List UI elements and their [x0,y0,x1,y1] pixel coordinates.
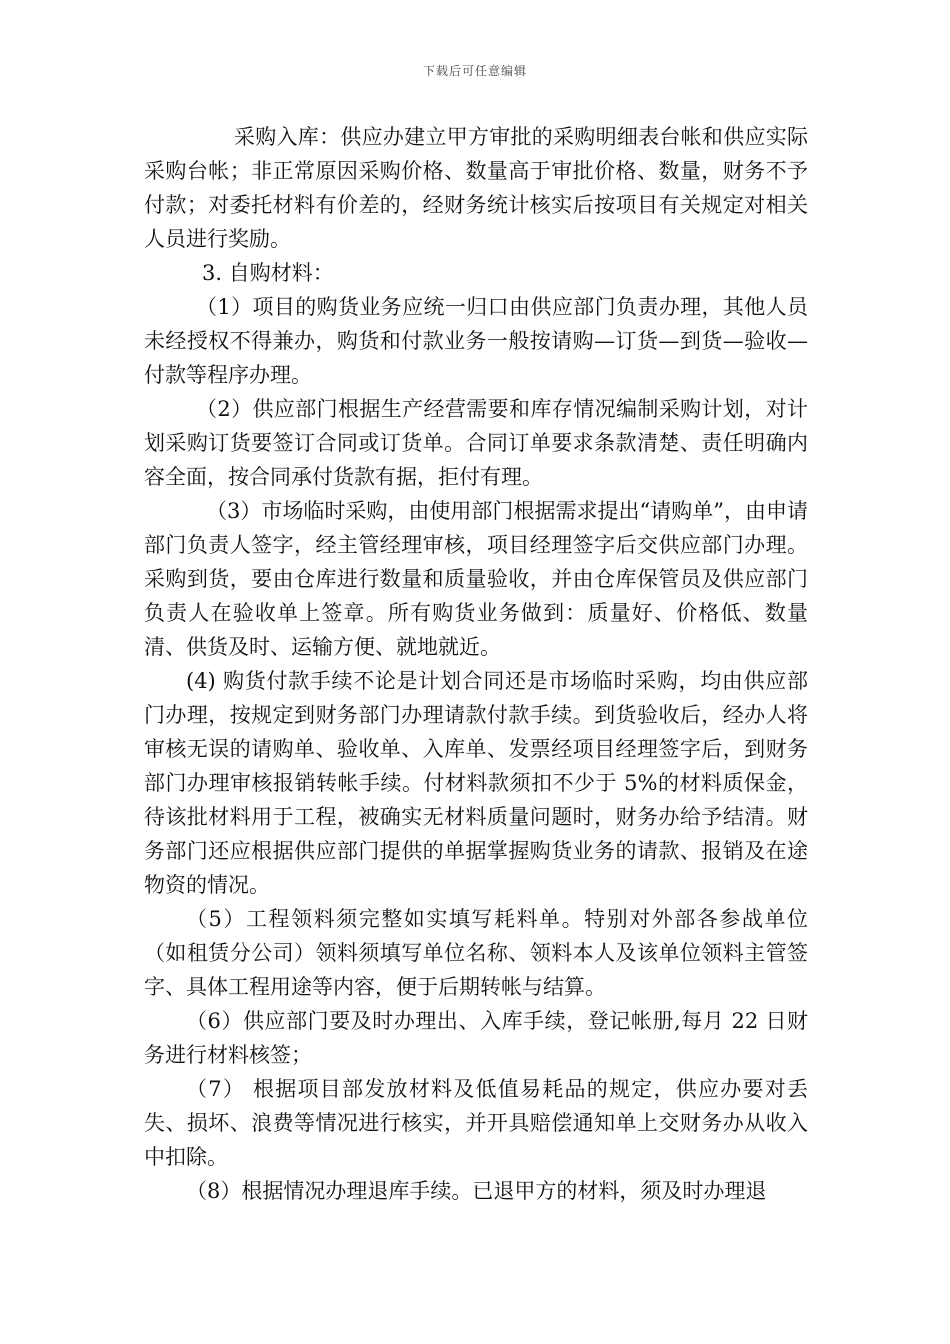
page-header: 下载后可任意编辑 [422,64,527,78]
paragraph-item-2: （2）供应部门根据生产经营需要和库存情况编制采购计划，对计划采购订货要签订合同或订货单。合同订单要求条款清楚、责任明确内容全面，按合同承付货款有据，拒付有理。 [144,397,808,489]
paragraph-item-1: （1）项目的购货业务应统一归口由供应部门负责办理，其他人员未经授权不得兼办，购货和付款业务一般按请购—订货—到货—验收—付款等程序办理。 [144,295,808,387]
section-heading-self-purchase: 3. 自购材料： [202,261,334,285]
paragraph-item-7: （7） 根据项目部发放材料及低值易耗品的规定，供应办要对丢失、损坏、浪费等情况进行核实，并开具赔偿通知单上交财务办从收入中扣除。 [144,1077,808,1169]
paragraph-item-5: （5）工程领料须完整如实填写耗料单。特别对外部各参战单位（如租赁分公司）领料须填写单位名称、领料本人及该单位领料主管签字、具体工程用途等内容，便于后期转帐与结算。 [144,907,808,999]
document-body [144,120,808,1208]
paragraph-item-6: （6）供应部门要及时办理出、入库手续，登记帐册,每月 22 日财务进行材料核签； [144,1009,808,1067]
paragraph-procurement-storage: 采购入库：供应办建立甲方审批的采购明细表台帐和供应实际采购台帐；非正常原因采购价格、数量高于审批价格、数量，财务不予付款；对委托材料有价差的，经财务统计核实后按项目有关规定对相关人员进行奖励。 [144,125,808,251]
paragraph-item-8: （8）根据情况办理退库手续。已退甲方的材料，须及时办理退 [186,1179,767,1203]
paragraph-item-3: （3）市场临时采购，由使用部门根据需求提出“请购单”，由申请部门负责人签字，经主管经理审核，项目经理签字后交供应部门办理。采购到货，要由仓库进行数量和质量验收，并由仓库保管员及供应部门负责人在验收单上签章。所有购货业务做到：质量好、价格低、数量清、供货及时、运输方便、就地就近。 [144,499,808,659]
paragraph-item-4: (4) 购货付款手续不论是计划合同还是市场临时采购，均由供应部门办理，按规定到财务部门办理请款付款手续。到货验收后，经办人将审核无误的请购单、验收单、入库单、发票经项目经理签字后，到财务部门办理审核报销转帐手续。付材料款须扣不少于 5%的材料质保金，待该批材料用于工程，被确实无材料质量问题时，财务办给予结清。财务部门还应根据供应部门提供的单据掌握购货业务的请款、报销及在途物资的情况。 [144,669,808,897]
